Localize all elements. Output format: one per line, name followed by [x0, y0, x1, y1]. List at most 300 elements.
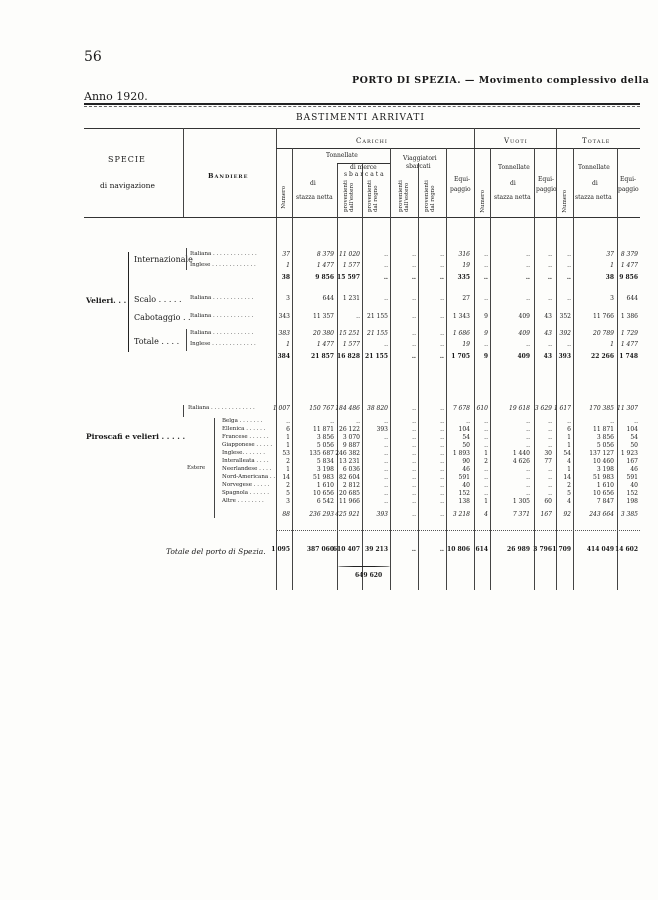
viaggiatori-prov-regno: provenienti dal regno — [424, 180, 436, 212]
table-cell: .. — [384, 418, 388, 425]
table-cell: 170 385 — [589, 405, 614, 412]
table-cell: 19 — [462, 262, 470, 269]
table-cell: 343 — [278, 313, 290, 320]
table-cell: .. — [567, 262, 571, 269]
table-cell: 2 — [484, 458, 488, 465]
table-cell: 4 — [567, 498, 571, 505]
table-cell: 21 155 — [367, 330, 388, 337]
table-cell: 60 — [544, 498, 552, 505]
table-cell: .. — [440, 262, 444, 269]
table-cell: .. — [412, 251, 416, 258]
table-cell: .. — [412, 450, 416, 457]
table-cell: 21 155 — [367, 313, 388, 320]
carichi-prov-estero: provenienti dall'estero — [343, 180, 355, 212]
table-cell: .. — [440, 330, 444, 337]
table-cell: .. — [440, 466, 444, 473]
table-cell: .. — [440, 498, 444, 505]
totale-tonnellate: Tonnellate — [578, 164, 610, 171]
table-cell: .. — [412, 262, 416, 269]
table-cell: .. — [547, 274, 552, 281]
table-cell: .. — [384, 490, 388, 497]
table-cell: 393 — [558, 353, 571, 360]
table-cell: 335 — [457, 274, 470, 281]
table-cell: 414 049 — [586, 546, 614, 553]
table-cell: 21 857 — [311, 353, 334, 360]
header-bandiere: Bandiere — [208, 172, 249, 180]
carichi-di-merce: di merce — [350, 164, 377, 171]
table-cell: 53 — [282, 450, 290, 457]
table-cell: 92 — [563, 511, 571, 518]
table-cell: 46 — [462, 466, 470, 473]
table-cell: .. — [439, 546, 444, 553]
table-cell: .. — [384, 498, 388, 505]
table-cell: 198 — [626, 498, 638, 505]
table-cell: .. — [440, 251, 444, 258]
table-cell: 409 — [518, 313, 530, 320]
table-cell: 393 — [376, 511, 388, 518]
table-cell: 393 — [376, 426, 388, 433]
table-cell: 1 — [484, 498, 488, 505]
table-cell: .. — [484, 474, 488, 481]
table-cell: 6 — [286, 426, 290, 433]
table-cell: .. — [440, 474, 444, 481]
table-cell: .. — [356, 313, 360, 320]
table-cell: .. — [412, 313, 416, 320]
table-cell: 1 — [610, 341, 614, 348]
table-cell: .. — [384, 251, 388, 258]
totale-equi: Equi- — [620, 176, 637, 183]
table-cell: 2 — [286, 458, 290, 465]
table-cell: .. — [411, 274, 416, 281]
table-cell: 14 — [282, 474, 290, 481]
table-cell: 11 871 — [593, 426, 614, 433]
table-cell: .. — [484, 341, 488, 348]
table-cell: 26 989 — [507, 546, 530, 553]
table-cell: .. — [384, 295, 388, 302]
table-cell: 392 — [559, 330, 571, 337]
row-flag: Belga . . . . . . . — [222, 418, 263, 424]
table-cell: 1 617 — [553, 405, 571, 412]
table-cell: .. — [567, 341, 571, 348]
table-cell: .. — [356, 418, 360, 425]
table-cell: 1 — [286, 341, 290, 348]
table-cell: .. — [525, 274, 530, 281]
table-cell: .. — [440, 341, 444, 348]
carichi-viaggiatori: Viaggiatori — [403, 155, 437, 162]
carichi-di: di — [310, 180, 316, 187]
table-cell: 40 — [462, 482, 470, 489]
row-flag: Inglese . . . . . . . . . . . . . — [190, 262, 256, 268]
table-cell: .. — [384, 262, 388, 269]
table-cell: 3 198 — [596, 466, 614, 473]
table-cell: .. — [548, 474, 552, 481]
table-cell: 236 293 — [309, 511, 334, 518]
table-cell: .. — [484, 295, 488, 302]
table-cell: 1 — [567, 434, 571, 441]
table-cell: 9 — [484, 330, 488, 337]
table-cell: 8 379 — [316, 251, 334, 258]
table-cell: .. — [412, 426, 416, 433]
table-cell: 138 — [458, 498, 470, 505]
row-flag: Giapponese . . . . . — [222, 442, 273, 448]
table-cell: .. — [412, 442, 416, 449]
table-cell: 13 231 — [339, 458, 360, 465]
row-flag: Ellenica . . . . . . — [222, 426, 266, 432]
label-estere: Estere — [187, 465, 206, 471]
table-cell: 9 856 — [619, 274, 638, 281]
totale-di: di — [592, 180, 598, 187]
table-cell: 1 440 — [512, 450, 530, 457]
table-cell: 6 — [567, 426, 571, 433]
vuoti-paggio: paggio — [536, 186, 557, 193]
table-cell: 7 371 — [512, 511, 530, 518]
table-cell: .. — [548, 466, 552, 473]
table-cell: 4 626 — [512, 458, 530, 465]
table-cell: 1 — [610, 262, 614, 269]
table-cell: 20 685 — [339, 490, 360, 497]
table-cell: 5 — [567, 490, 571, 497]
sum-sbarcata: 649 620 — [355, 572, 383, 579]
label-totale-porto: Totale del porto di Spezia. — [166, 547, 266, 556]
totale-numero: Numero — [562, 190, 568, 213]
table-cell: 387 060 — [306, 546, 334, 553]
table-cell: .. — [526, 474, 530, 481]
carichi-tonnellate: Tonnellate — [326, 152, 358, 159]
table-cell: 54 — [630, 434, 638, 441]
table-cell: .. — [412, 405, 416, 412]
table-cell: .. — [440, 511, 444, 518]
table-cell: 614 — [475, 546, 488, 553]
table-cell: 38 — [605, 274, 614, 281]
table-cell: 19 618 — [509, 405, 530, 412]
table-cell: 167 — [540, 511, 552, 518]
viaggiatori-prov-estero: provenienti dall'estero — [398, 180, 410, 212]
table-cell: 9 — [483, 353, 488, 360]
table-cell: .. — [412, 498, 416, 505]
table-cell: .. — [526, 341, 530, 348]
table-cell: 1 305 — [512, 498, 530, 505]
table-cell: .. — [483, 274, 488, 281]
table-cell: 11 766 — [593, 313, 614, 320]
table-cell: 644 — [322, 295, 334, 302]
table-cell: 4 — [484, 511, 488, 518]
table-cell: .. — [548, 442, 552, 449]
table-cell: .. — [440, 442, 444, 449]
vuoti-stazza-netta: stazza netta — [494, 194, 531, 201]
table-cell: 38 — [281, 274, 290, 281]
table-cell: 1 477 — [316, 262, 334, 269]
table-cell: 1 893 — [452, 450, 470, 457]
table-cell: 610 — [476, 405, 488, 412]
vuoti-tonnellate: Tonnellate — [498, 164, 530, 171]
table-cell: .. — [412, 434, 416, 441]
table-cell: 30 — [544, 450, 552, 457]
table-cell: .. — [566, 274, 571, 281]
table-cell: .. — [484, 490, 488, 497]
table-cell: 3 856 — [316, 434, 334, 441]
carichi-sbarcata: s b a r c a t a — [344, 171, 384, 178]
vuoti-numero: Numero — [480, 190, 486, 213]
table-cell: 246 382 — [335, 450, 360, 457]
table-cell: .. — [548, 426, 552, 433]
table-cell: 22 266 — [591, 353, 614, 360]
table-cell: 5 834 — [316, 458, 334, 465]
table-cell: 137 127 — [589, 450, 614, 457]
table-cell: 43 — [544, 330, 552, 337]
table-cell: .. — [440, 482, 444, 489]
table-cell: 1 386 — [620, 313, 638, 320]
table-cell: 20 380 — [313, 330, 334, 337]
table-cell: 591 — [626, 474, 638, 481]
totale-paggio: paggio — [618, 186, 639, 193]
table-cell: .. — [548, 262, 552, 269]
table-cell: 1 748 — [619, 353, 638, 360]
row-flag: Italiana . . . . . . . . . . . . — [190, 313, 254, 319]
table-cell: .. — [548, 418, 552, 425]
table-cell: 38 820 — [367, 405, 388, 412]
table-cell: .. — [384, 434, 388, 441]
table-cell: 27 — [462, 295, 470, 302]
table-cell: .. — [484, 482, 488, 489]
label-totale: Totale . . . . — [134, 337, 180, 346]
table-cell: 43 — [544, 313, 552, 320]
table-cell: 1 577 — [342, 341, 360, 348]
table-cell: 19 — [462, 341, 470, 348]
table-cell: 50 — [462, 442, 470, 449]
label-cabotaggio: Cabotaggio . . — [134, 313, 191, 322]
row-flag: Italiana . . . . . . . . . . . . . — [190, 251, 257, 257]
table-cell: .. — [439, 353, 444, 360]
table-cell: .. — [440, 418, 444, 425]
table-cell: 243 664 — [589, 511, 614, 518]
table-cell: 1 — [286, 466, 290, 473]
table-cell: .. — [610, 418, 614, 425]
page-year: Anno 1920. — [84, 90, 148, 103]
table-cell: 591 — [458, 474, 470, 481]
table-cell: .. — [412, 418, 416, 425]
vuoti-di: di — [510, 180, 516, 187]
row-flag: Neerlandese . . . . — [222, 466, 272, 472]
table-cell: .. — [526, 442, 530, 449]
table-cell: 2 812 — [342, 482, 360, 489]
table-cell: .. — [384, 442, 388, 449]
table-cell: 409 — [518, 330, 530, 337]
table-cell: .. — [484, 418, 488, 425]
table-cell: 167 — [626, 458, 638, 465]
table-cell: 26 122 — [339, 426, 360, 433]
label-piroscafi: Piroscafi e velieri . . . . . — [86, 432, 186, 441]
table-cell: 1 577 — [342, 262, 360, 269]
table-cell: .. — [384, 458, 388, 465]
table-cell: 37 — [282, 251, 290, 258]
table-cell: 3 856 — [596, 434, 614, 441]
table-cell: .. — [411, 353, 416, 360]
table-cell: .. — [548, 341, 552, 348]
table-cell: .. — [412, 295, 416, 302]
totale-stazza-netta: stazza netta — [575, 194, 612, 201]
row-flag: Inglese. . . . . . . — [222, 450, 266, 456]
table-cell: .. — [548, 251, 552, 258]
header-vuoti: Vuoti — [504, 137, 528, 145]
carichi-paggio: paggio — [450, 186, 471, 193]
table-cell: 1 477 — [316, 341, 334, 348]
table-cell: .. — [412, 466, 416, 473]
table-cell: .. — [548, 434, 552, 441]
table-cell: .. — [567, 418, 571, 425]
table-cell: .. — [484, 466, 488, 473]
table-cell: 10 806 — [447, 546, 470, 553]
table-cell: 20 789 — [593, 330, 614, 337]
table-cell: 3 796 — [533, 546, 552, 553]
table-cell: 40 — [630, 482, 638, 489]
table-cell: .. — [567, 251, 571, 258]
table-cell: 88 — [282, 511, 290, 518]
row-flag: Interalleata . . . . — [222, 458, 269, 464]
table-cell: .. — [383, 274, 388, 281]
label-internazionale: Internazionale — [134, 255, 193, 264]
table-cell: .. — [440, 450, 444, 457]
table-cell: 39 213 — [365, 546, 388, 553]
table-cell: .. — [440, 313, 444, 320]
table-cell: 610 407 — [332, 546, 360, 553]
table-cell: .. — [286, 418, 290, 425]
table-cell: .. — [440, 426, 444, 433]
table-cell: 11 307 — [617, 405, 638, 412]
table-cell: 1 705 — [451, 353, 470, 360]
table-cell: .. — [526, 482, 530, 489]
table-cell: 2 — [567, 482, 571, 489]
carichi-numero: Numero — [281, 186, 287, 209]
table-cell: 10 656 — [593, 490, 614, 497]
table-cell: 1 709 — [552, 546, 571, 553]
table-cell: 3 218 — [452, 511, 470, 518]
table-cell: 6 036 — [342, 466, 360, 473]
table-cell: .. — [634, 418, 638, 425]
table-cell: 1 — [286, 442, 290, 449]
carichi-stazza-netta: stazza netta — [296, 194, 333, 201]
table-cell: 14 602 — [615, 546, 638, 553]
carichi-equi: Equi- — [454, 176, 471, 183]
table-cell: .. — [440, 434, 444, 441]
table-cell: 1 007 — [272, 405, 290, 412]
table-cell: 352 — [559, 313, 571, 320]
vuoti-equi: Equi- — [538, 176, 555, 183]
table-cell: 5 056 — [316, 442, 334, 449]
table-cell: 3 070 — [342, 434, 360, 441]
table-cell: 6 542 — [316, 498, 334, 505]
page-number: 56 — [84, 49, 102, 65]
table-cell: 1 231 — [342, 295, 360, 302]
table-cell: .. — [526, 295, 530, 302]
label-scalo: Scalo . . . . . — [134, 295, 182, 304]
header-totale: Totale — [582, 137, 611, 145]
table-cell: 1 — [286, 262, 290, 269]
page-title: PORTO DI SPEZIA. — Movimento complessivo della — [352, 75, 650, 86]
label-velieri: Velieri. . . — [86, 296, 127, 305]
table-cell: .. — [526, 418, 530, 425]
table-cell: 9 — [484, 313, 488, 320]
table-cell: .. — [440, 490, 444, 497]
table-cell: 135 687 — [309, 450, 334, 457]
table-cell: 10 656 — [313, 490, 334, 497]
table-cell: 7 847 — [596, 498, 614, 505]
table-cell: 37 — [606, 251, 614, 258]
table-cell: 316 — [458, 251, 470, 258]
table-cell: .. — [526, 251, 530, 258]
row-flag: Italiana . . . . . . . . . . . . — [190, 295, 254, 301]
table-cell: .. — [526, 434, 530, 441]
table-cell: 3 385 — [620, 511, 638, 518]
table-cell: .. — [439, 274, 444, 281]
row-flag: Nord-Americana . . — [222, 474, 276, 480]
table-cell: .. — [411, 546, 416, 553]
table-cell: 1 — [484, 450, 488, 457]
table-cell: .. — [484, 442, 488, 449]
table-cell: 3 — [610, 295, 614, 302]
table-cell: 11 871 — [313, 426, 334, 433]
table-cell: 51 983 — [313, 474, 334, 481]
table-cell: 1 — [567, 442, 571, 449]
header-specie: SPECIE — [108, 155, 146, 164]
table-cell: 11 966 — [339, 498, 360, 505]
table-cell: 82 604 — [339, 474, 360, 481]
table-cell: 184 486 — [335, 405, 360, 412]
table-cell: 54 — [563, 450, 571, 457]
table-cell: 384 — [277, 353, 290, 360]
row-flag: Italiana . . . . . . . . . . . . — [190, 330, 254, 336]
table-cell: .. — [526, 426, 530, 433]
table-cell: 150 767 — [309, 405, 334, 412]
table-cell: .. — [466, 418, 470, 425]
table-cell: 5 — [286, 490, 290, 497]
table-cell: 1 729 — [620, 330, 638, 337]
table-cell: 51 983 — [593, 474, 614, 481]
table-cell: 1 610 — [596, 482, 614, 489]
table-cell: 14 — [563, 474, 571, 481]
table-cell: 15 597 — [337, 274, 360, 281]
row-flag: Francese . . . . . . — [222, 434, 269, 440]
table-cell: .. — [440, 458, 444, 465]
table-cell: .. — [440, 405, 444, 412]
table-cell: 15 251 — [339, 330, 360, 337]
table-cell: 7 678 — [452, 405, 470, 412]
table-cell: 104 — [626, 426, 638, 433]
table-cell: .. — [412, 511, 416, 518]
header-di-navigazione: di navigazione — [100, 181, 155, 190]
table-cell: .. — [412, 482, 416, 489]
table-cell: 1 477 — [620, 262, 638, 269]
table-cell: .. — [412, 490, 416, 497]
table-cell: .. — [484, 426, 488, 433]
table-cell: 104 — [458, 426, 470, 433]
table-cell: 1 923 — [620, 450, 638, 457]
table-cell: .. — [484, 262, 488, 269]
table-cell: .. — [384, 482, 388, 489]
table-cell: 425 921 — [335, 511, 360, 518]
table-cell: 2 — [286, 482, 290, 489]
table-cell: 3 — [286, 295, 290, 302]
table-cell: 1 095 — [271, 546, 290, 553]
table-cell: 9 887 — [342, 442, 360, 449]
table-cell: .. — [567, 295, 571, 302]
table-cell: 21 155 — [365, 353, 388, 360]
table-cell: 11 020 — [339, 251, 360, 258]
table-cell: 1 477 — [620, 341, 638, 348]
table-cell: 409 — [517, 353, 530, 360]
table-cell: .. — [484, 251, 488, 258]
table-cell: 50 — [630, 442, 638, 449]
table-cell: .. — [548, 295, 552, 302]
